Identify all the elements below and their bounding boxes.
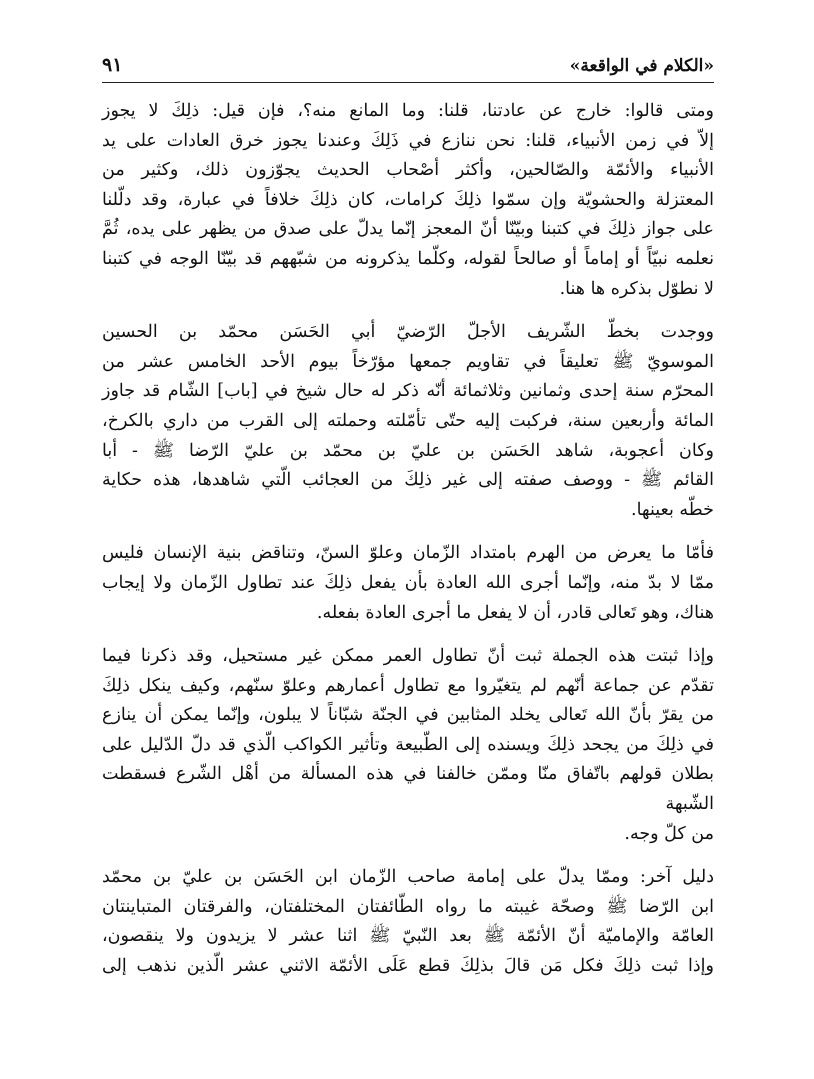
paragraph xyxy=(102,539,714,628)
text-line: ومتى قالوا: خارج عن عادتنا، قلنا: وما المانع منه؟، فإن قيل: ذلِكَ لا يجوز xyxy=(102,101,714,121)
paragraph xyxy=(102,863,714,981)
text-line: المائة وأربعين سنة، فركبت إليه حتّى تأمّلته وحملته إلى القرب من داري بالكرخ، xyxy=(102,410,714,431)
running-title: «الكلام في الواقعة» xyxy=(569,56,714,76)
text-line: فأمّا ما يعرض من الهرم بامتداد الزّمان وعلوّ السنّ، وتناقض بنية الإنسان فليس xyxy=(102,543,714,564)
text-line: بطلان قولهم باتّفاق منّا وممّن خالفنا في هذه المسألة من أهْل الشّرع فسقطت الشّبهة xyxy=(102,764,714,815)
paragraph xyxy=(102,318,714,525)
text-line: المحرّم سنة إحدى وثمانين وثلاثمائة أنّه ذكر له حال شيخ في [باب] الشّام قد جاوز xyxy=(102,381,714,402)
text-line: تقدّم عن جماعة أنّهم لم يتغيّروا مع تطاول أعمارهم وعلوّ سنّهم، وكيف ينكل ذلِكَ xyxy=(102,675,714,696)
text-line: ممّا لا بدّ منه، وإنّما أجرى الله العادة بأن يفعل ذلِكَ عند تطاول الزّمان ولا إيجاب xyxy=(102,572,714,593)
text-line: خطّه بعينها. xyxy=(631,499,714,520)
text-line: الموسويّ ﷺ تعليقاً في تقاويم جمعها مؤرّخاً بيوم الأحد الخامس عشر من xyxy=(102,351,714,372)
book-page xyxy=(0,20,814,1079)
text-line: هناك، وهو تَعالى قادر، أن لا يفعل ما أجرى العادة بفعله. xyxy=(316,602,714,623)
text-line: من كلّ وجه. xyxy=(624,823,714,844)
paragraph xyxy=(102,642,714,849)
text-line: من يقرّ بأنّ الله تَعالى يخلد المثابين في الجنّة شبّاناً لا يبلون، وإنّما يمكن أن ينازع xyxy=(102,705,714,726)
text-line: وإذا ثبت ذلِكَ فكل مَن قالَ بذلِكَ قطع عَلَى الأئمّة الاثني عشر الّذين نذهب إلى xyxy=(102,956,714,977)
text-line: الأنبياء والأئمّة والصّالحين، وأكثر أصْحاب الحديث يجوّزون ذلك، وكثير من xyxy=(102,160,714,181)
text-line: دليل آخر: وممّا يدلّ على إمامة صاحب الزّمان ابن الحَسَن بن عليّ بن محمّد xyxy=(102,867,714,888)
text-line: ووجدت بخطّ الشّريف الأجلّ الرّضيّ أبي الحَسَن محمّد بن الحسين xyxy=(102,322,714,343)
text-line: في ذلِكَ من يجحد ذلِكَ ويسنده إلى الطّبيعة وتأثير الكواكب الّذي قد دلّ الدّليل على xyxy=(102,734,714,755)
text-line: المعتزلة والحشويّة وإن سمّوا ذلِكَ كرامات، كان ذلِكَ خلافاً في عبارة، وقد دلّلنا xyxy=(102,189,714,210)
text-line: وكان أعجوبة، شاهد الحَسَن بن عليّ بن محمّد بن عليّ الرّضا ﷺ - أبا xyxy=(102,440,714,461)
text-line: لا نطوّل بذكره ها هنا. xyxy=(559,278,714,299)
text-line: إلاّ في زمن الأنبياء، قلنا: نحن ننازع في ذَلِكَ وعندنا يجوز خرق العادات على يد xyxy=(102,130,714,151)
text-line: العامّة والإماميّة أنّ الأئمّة ﷺ بعد النّبيّ ﷺ اثنا عشر لا يزيدون ولا ينقصون، xyxy=(102,926,714,947)
text-line: وإذا ثبتت هذه الجملة ثبت أنّ تطاول العمر ممكن غير مستحيل، وقد ذكرنا فيما xyxy=(102,646,714,667)
text-line: نعلمه نبيّاً أو إماماً أو صالحاً لقوله، وكلّما يذكرونه من شبّههم قد بيّنّا الوجه في كتبنا xyxy=(102,248,714,269)
text-line: ابن الرّضا ﷺ وصحّة غيبته ما رواه الطّائفتان المختلفتان، والفرقتان المتباينتان xyxy=(102,896,714,917)
text-line: على جواز ذلِكَ في كتبنا وبيّنّا أنّ المعجز إنّما يدلّ على صدق من يظهر على يده، ثُمَّ xyxy=(102,219,714,240)
paragraph xyxy=(102,97,714,304)
text-line: القائم ﷺ - ووصف صفته إلى غير ذلِكَ من العجائب الّتي شاهدها، هذه حكاية xyxy=(102,470,714,491)
body-text xyxy=(102,97,714,982)
page-header xyxy=(102,20,714,83)
page-number: ٩١ xyxy=(102,54,123,76)
